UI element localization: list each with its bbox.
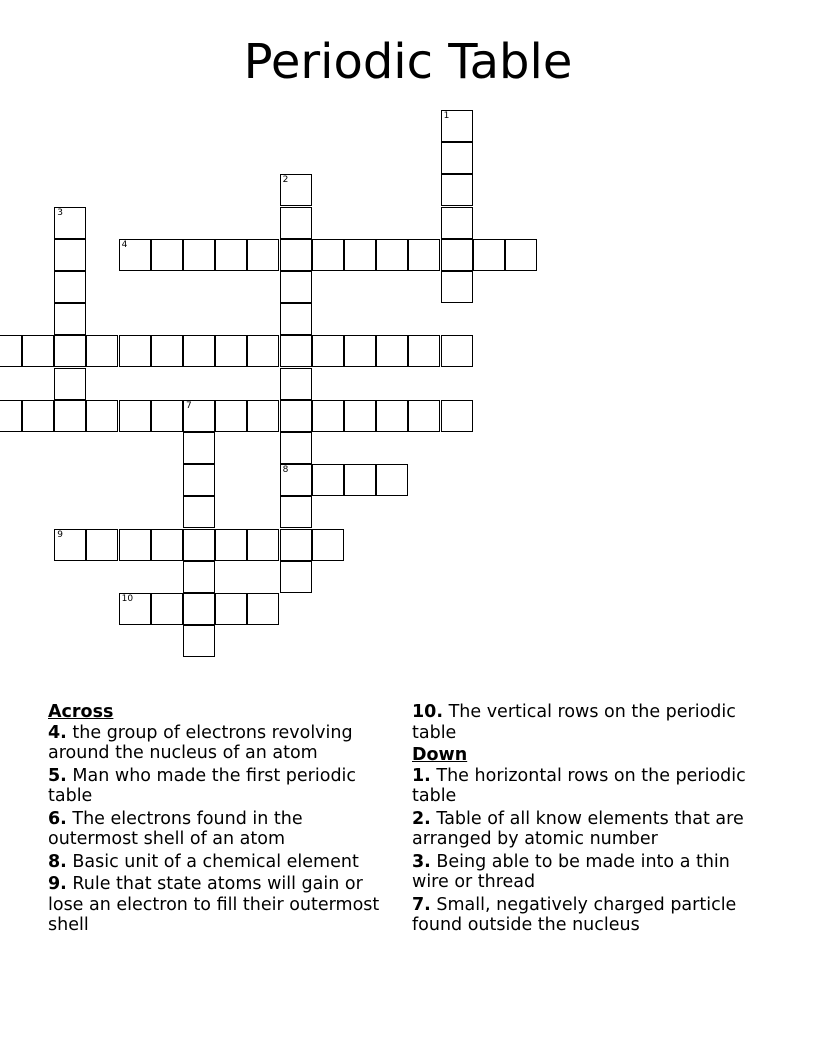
grid-cell[interactable] — [312, 400, 344, 432]
grid-cell[interactable] — [215, 400, 247, 432]
across-heading: Across — [48, 702, 114, 722]
grid-cell[interactable] — [151, 593, 183, 625]
grid-cell[interactable] — [151, 529, 183, 561]
puzzle-title: Periodic Table — [243, 34, 573, 90]
grid-cell[interactable] — [183, 496, 215, 528]
grid-cell[interactable] — [183, 625, 215, 657]
grid-cell[interactable] — [280, 174, 312, 206]
grid-cell[interactable] — [505, 239, 537, 271]
grid-cell[interactable] — [247, 335, 279, 367]
clue-down-7: 7. Small, negatively charged particle found outside the nucleus — [412, 894, 737, 935]
grid-cell[interactable] — [54, 400, 86, 432]
grid-cell[interactable] — [183, 239, 215, 271]
grid-cell[interactable] — [54, 529, 86, 561]
grid-cell[interactable] — [344, 400, 376, 432]
clue-number-label: 10 — [121, 594, 134, 604]
grid-cell[interactable] — [280, 529, 312, 561]
grid-cell[interactable] — [280, 432, 312, 464]
clue-down-2: 2. Table of all know elements that are arranged by atomic number — [412, 808, 744, 849]
clue-across-9: 9. Rule that state atoms will gain or lose an electron to fill their outermost shell — [48, 874, 380, 935]
clue-number-label: 7 — [186, 400, 192, 411]
grid-cell[interactable] — [312, 464, 344, 496]
grid-cell[interactable] — [183, 593, 215, 625]
grid-cell[interactable] — [376, 239, 408, 271]
grid-cell[interactable] — [86, 400, 118, 432]
grid-cell[interactable] — [376, 335, 408, 367]
clue-across-8: 8. Basic unit of a chemical element — [48, 851, 359, 872]
down-heading: Down — [412, 745, 468, 765]
grid-cell[interactable] — [247, 593, 279, 625]
grid-cell[interactable] — [441, 335, 473, 367]
grid-cell[interactable] — [151, 239, 183, 271]
grid-cell[interactable] — [183, 561, 215, 593]
grid-cell[interactable] — [312, 239, 344, 271]
grid-cell[interactable] — [441, 239, 473, 271]
grid-cell[interactable] — [54, 335, 86, 367]
clue-number-label: 4 — [121, 239, 128, 250]
clue-number-label: 8 — [282, 465, 289, 476]
grid-cell[interactable] — [119, 239, 151, 271]
grid-cell[interactable] — [86, 335, 118, 367]
clue-across-5: 5. Man who made the first periodic table — [48, 765, 357, 806]
grid-cell[interactable] — [183, 464, 215, 496]
grid-cell[interactable] — [86, 529, 118, 561]
grid-cell[interactable] — [119, 400, 151, 432]
grid-cell[interactable] — [54, 271, 86, 303]
grid-cell[interactable] — [280, 335, 312, 367]
grid-cell[interactable] — [280, 207, 312, 239]
grid-cell[interactable] — [54, 207, 86, 239]
clue-number-label: 2 — [282, 175, 289, 186]
grid-cell[interactable] — [119, 593, 151, 625]
grid-cell[interactable] — [376, 400, 408, 432]
clue-down-3: 3. Being able to be made into a thin wire or thread — [412, 851, 730, 892]
grid-cell[interactable] — [183, 335, 215, 367]
grid-cell[interactable] — [183, 432, 215, 464]
grid-cell[interactable] — [473, 239, 505, 271]
grid-cell[interactable] — [280, 239, 312, 271]
grid-cell[interactable] — [441, 142, 473, 174]
grid-cell[interactable] — [54, 303, 86, 335]
grid-cell[interactable] — [151, 335, 183, 367]
clue-across-6: 6. The electrons found in the outermost shell of an atom — [48, 808, 303, 849]
grid-cell[interactable] — [280, 496, 312, 528]
grid-cell[interactable] — [247, 239, 279, 271]
grid-cell[interactable] — [119, 335, 151, 367]
clue-across-4: 4. the group of electrons revolving around the nucleus of an atom — [48, 722, 353, 763]
clue-number-label: 9 — [57, 529, 63, 540]
grid-cell[interactable] — [408, 239, 440, 271]
grid-cell[interactable] — [441, 110, 473, 142]
grid-cell[interactable] — [22, 335, 54, 367]
grid-cell[interactable] — [151, 400, 183, 432]
grid-cell[interactable] — [119, 529, 151, 561]
grid-cell[interactable] — [312, 335, 344, 367]
clues-right-column — [412, 702, 772, 938]
grid-cell[interactable] — [408, 335, 440, 367]
grid-cell[interactable] — [54, 239, 86, 271]
grid-cell[interactable] — [183, 400, 215, 432]
grid-cell[interactable] — [280, 271, 312, 303]
grid-cell[interactable] — [408, 400, 440, 432]
grid-cell[interactable] — [280, 464, 312, 496]
grid-cell[interactable] — [0, 335, 22, 367]
grid-cell[interactable] — [376, 464, 408, 496]
grid-cell[interactable] — [344, 335, 376, 367]
grid-cell[interactable] — [344, 464, 376, 496]
grid-cell[interactable] — [247, 400, 279, 432]
grid-cell[interactable] — [280, 400, 312, 432]
grid-cell[interactable] — [54, 368, 86, 400]
clues-left-column — [48, 702, 393, 938]
grid-cell[interactable] — [22, 400, 54, 432]
grid-cell[interactable] — [280, 561, 312, 593]
grid-cell[interactable] — [441, 207, 473, 239]
grid-cell[interactable] — [215, 335, 247, 367]
grid-cell[interactable] — [183, 529, 215, 561]
clue-number-label: 1 — [443, 111, 450, 121]
grid-cell[interactable] — [247, 529, 279, 561]
grid-cell[interactable] — [312, 529, 344, 561]
grid-cell[interactable] — [441, 271, 473, 303]
grid-cell[interactable] — [280, 368, 312, 400]
grid-cell[interactable] — [215, 239, 247, 271]
grid-cell[interactable] — [0, 400, 22, 432]
clue-number-label: 3 — [57, 207, 63, 218]
grid-cell[interactable] — [441, 174, 473, 206]
grid-cell[interactable] — [215, 529, 247, 561]
grid-cell[interactable] — [344, 239, 376, 271]
grid-cell[interactable] — [441, 400, 473, 432]
grid-cell[interactable] — [280, 303, 312, 335]
clue-across-10: 10. The vertical rows on the periodic table — [412, 702, 736, 743]
grid-cell[interactable] — [215, 593, 247, 625]
clue-down-1: 1. The horizontal rows on the periodic table — [412, 765, 746, 806]
